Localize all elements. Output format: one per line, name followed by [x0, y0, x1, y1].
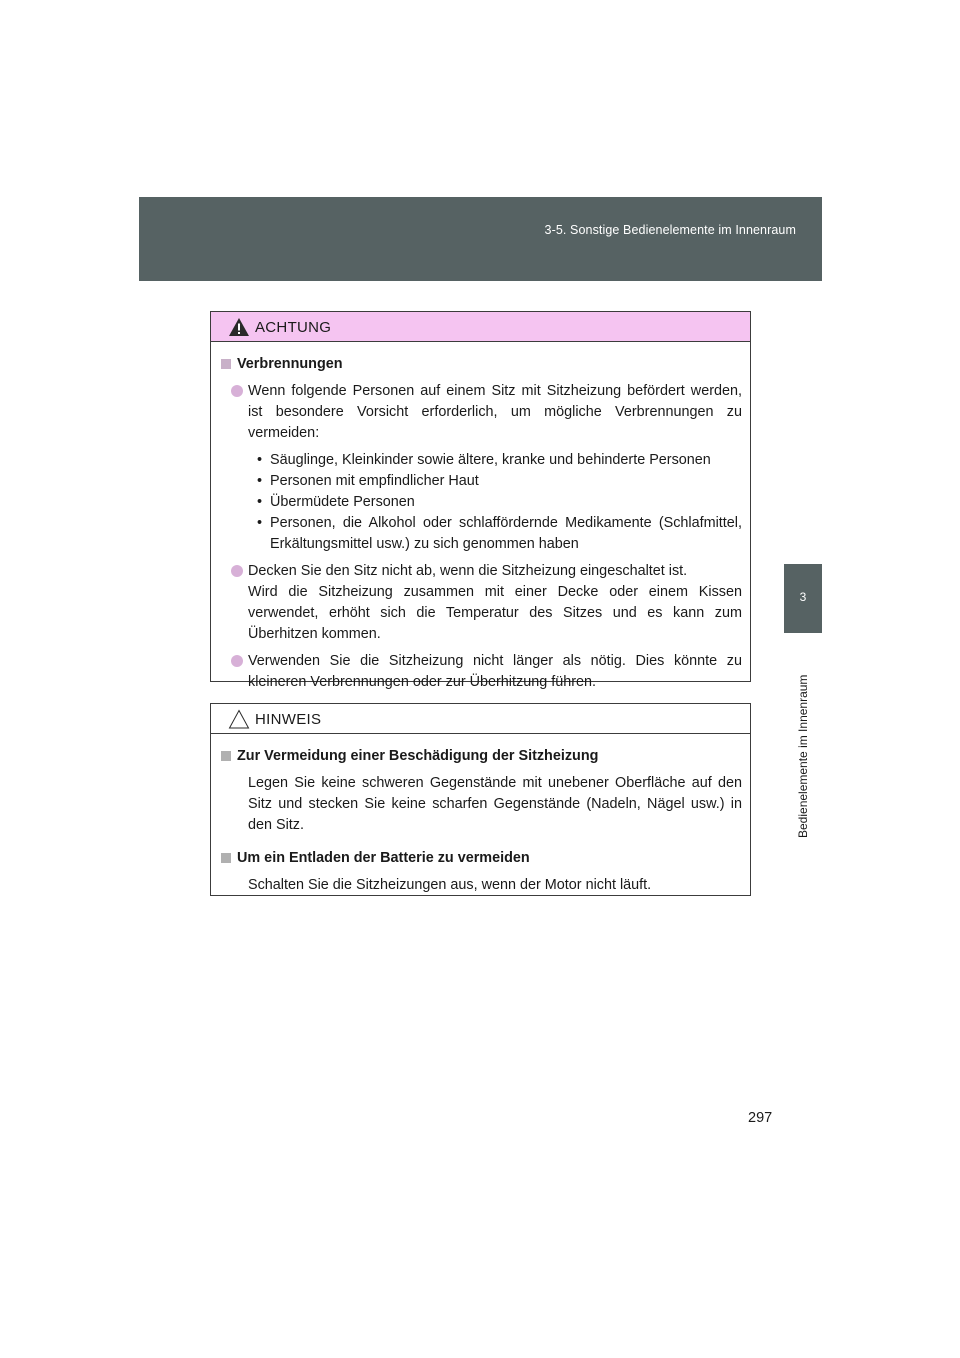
notice-box [210, 703, 751, 896]
warning-box-header [211, 312, 750, 342]
square-bullet-icon [221, 751, 231, 761]
section-header-bar [139, 197, 822, 281]
notice-box-header [211, 704, 750, 734]
section-title: 3-5. Sonstige Bedienelemente im Innenraum [544, 223, 796, 237]
circle-bullet-icon [231, 655, 243, 667]
warning-content [211, 342, 750, 693]
circle-bullet-icon [231, 385, 243, 397]
notice-content [211, 734, 750, 896]
circle-bullet-icon [231, 565, 243, 577]
notice-triangle-icon [228, 709, 250, 729]
list-item: • Säuglinge, Kleinkinder sowie ältere, kranke und behinderte Personen [257, 450, 742, 471]
notice-section-heading-1: Zur Vermeidung einer Beschädigung der Sitzheizung [219, 746, 742, 767]
square-bullet-icon [221, 359, 231, 369]
list-item: • Übermüdete Personen [257, 492, 742, 513]
list-item: • Personen mit empfindlicher Haut [257, 471, 742, 492]
notice-section-heading-2: Um ein Entladen der Batterie zu vermeiden [219, 848, 742, 869]
chapter-tab [784, 564, 822, 633]
warning-section-heading: Verbrennungen [219, 354, 742, 375]
warning-bullet-list [219, 450, 742, 555]
warning-item-2: Decken Sie den Sitz nicht ab, wenn die Sitzheizung eingeschaltet ist. Wird die Sitzheizung zusammen mit einer Decke oder einem Kissen verwendet, erhöht sich die Temperatur des Sitzes und es kann zum Überhitzen kommen. [219, 561, 742, 645]
chapter-number: 3 [799, 590, 807, 604]
warning-triangle-icon [228, 317, 250, 337]
page-number: 297 [748, 1110, 773, 1126]
warning-title: ACHTUNG [255, 319, 332, 336]
chapter-title: Bedienelemente im Innenraum [796, 674, 810, 838]
notice-section-text-1: Legen Sie keine schweren Gegenstände mit unebener Oberfläche auf den Sitz und stecken Sie keine scharfen Gegenstände (Nadeln, Nägel usw.) in den Sitz. [248, 775, 742, 833]
chapter-side-label [796, 646, 812, 846]
warning-item-1: Wenn folgende Personen auf einem Sitz mit Sitzheizung befördert werden, ist besondere Vorsicht erforderlich, um mögliche Verbrennungen zu vermeiden: [219, 381, 742, 444]
notice-title: HINWEIS [255, 711, 322, 728]
warning-item-3: Verwenden Sie die Sitzheizung nicht länger als nötig. Dies könnte zu kleineren Verbrennungen oder zur Überhitzung führen. [219, 651, 742, 693]
list-item: • Personen, die Alkohol oder schlaffördernde Medikamente (Schlafmittel, Erkältungsmittel usw.) zu sich genommen haben [257, 513, 742, 555]
warning-box [210, 311, 751, 690]
square-bullet-icon [221, 853, 231, 863]
notice-section-text-2: Schalten Sie die Sitzheizungen aus, wenn der Motor nicht läuft. [248, 877, 652, 893]
